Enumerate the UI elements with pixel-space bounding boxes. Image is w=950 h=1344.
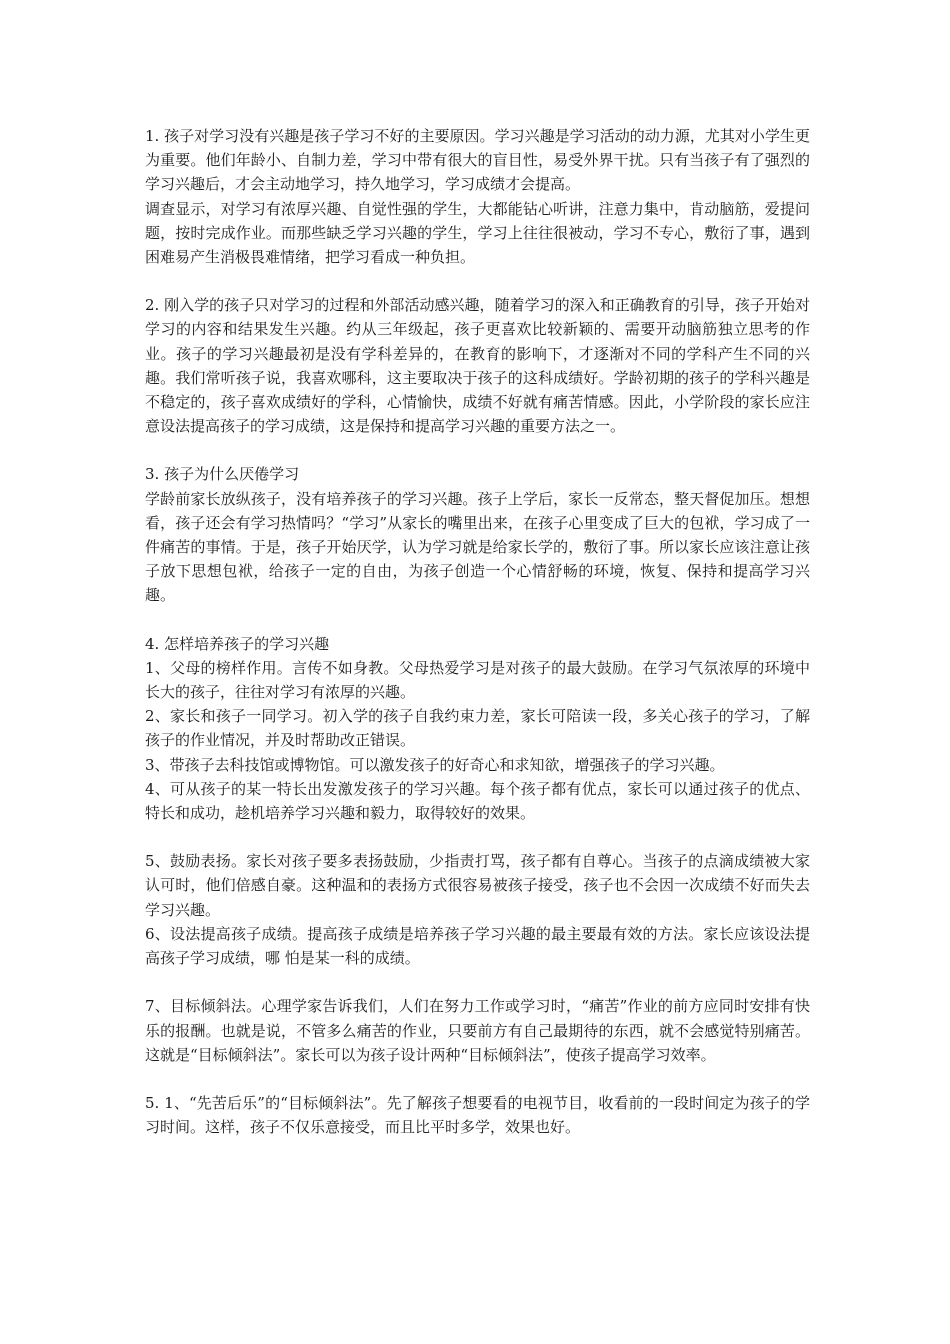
section-heading: 3. 孩子为什么厌倦学习 xyxy=(145,465,300,484)
section-2 xyxy=(145,293,810,438)
paragraph: 5. 1、“先苦后乐”的“目标倾斜法”。先了解孩子想要看的电视节目，收看前的一段时间定为孩子的学习时间。这样，孩子不仅乐意接受，而且比平时多学，效果也好。 xyxy=(145,1093,810,1137)
section-7 xyxy=(145,1091,810,1139)
list-item: 5、鼓励表扬。家长对孩子要多表扬鼓励，少指责打骂，孩子都有自尊心。当孩子的点滴成绩被大家认可时，他们倍感自豪。这种温和的表扬方式很容易被孩子接受，孩子也不会因一次成绩不好而失去学习兴趣。 xyxy=(145,852,810,919)
paragraph: 2. 刚入学的孩子只对学习的过程和外部活动感兴趣，随着学习的深入和正确教育的引导，孩子开始对学习的内容和结果发生兴趣。约从三年级起，孩子更喜欢比较新颖的、需要开动脑筋独立思考的作业。孩子的学习兴趣最初是没有学科差异的，在教育的影响下，才逐渐对不同的学科产生不同的兴趣。我们常听孩子说，我喜欢哪科，这主要取决于孩子的这科成绩好。学龄初期的孩子的学科兴趣是不稳定的，孩子喜欢成绩好的学科，心情愉快，成绩不好就有痛苦情感。因此，小学阶段的家长应注意设法提高孩子的学习成绩，这是保持和提高学习兴趣的重要方法之一。 xyxy=(145,296,810,436)
section-6 xyxy=(145,994,810,1067)
document-body xyxy=(145,124,810,1163)
list-item: 6、设法提高孩子成绩。提高孩子成绩是培养孩子学习兴趣的最主要最有效的方法。家长应该设法提高孩子学习成绩，哪 怕是某一科的成绩。 xyxy=(145,924,810,968)
list-item: 3、带孩子去科技馆或博物馆。可以激发孩子的好奇心和求知欲，增强孩子的学习兴趣。 xyxy=(145,755,725,774)
section-heading: 4. 怎样培养孩子的学习兴趣 xyxy=(145,634,330,653)
section-3 xyxy=(145,462,810,607)
list-item: 7、目标倾斜法。心理学家告诉我们，人们在努力工作或学习时，“痛苦”作业的前方应同时安排有快乐的报酬。也就是说，不管多么痛苦的作业，只要前方有自己最期待的东西，就不会感觉特别痛苦。这就是“目标倾斜法”。家长可以为孩子设计两种“目标倾斜法”，使孩子提高学习效率。 xyxy=(145,997,810,1064)
section-5 xyxy=(145,849,810,970)
section-1 xyxy=(145,124,810,269)
list-item: 2、家长和孩子一同学习。初入学的孩子自我约束力差，家长可陪读一段，多关心孩子的学习，了解孩子的作业情况，并及时帮助改正错误。 xyxy=(145,707,810,750)
list-item: 1、父母的榜样作用。言传不如身教。父母热爱学习是对孩子的最大鼓励。在学习气氛浓厚的环境中长大的孩子，往往对学习有浓厚的兴趣。 xyxy=(145,658,810,702)
paragraph: 1. 孩子对学习没有兴趣是孩子学习不好的主要原因。学习兴趣是学习活动的动力源，尤其对小学生更为重要。他们年龄小、自制力差，学习中带有很大的盲目性，易受外界干扰。只有当孩子有了强烈的学习兴趣后，才会主动地学习，持久地学习，学习成绩才会提高。 xyxy=(145,127,810,194)
section-4 xyxy=(145,632,810,826)
paragraph: 学龄前家长放纵孩子，没有培养孩子的学习兴趣。孩子上学后，家长一反常态，整天督促加压。想想看，孩子还会有学习热情吗？“学习”从家长的嘴里出来，在孩子心里变成了巨大的包袱，学习成了一件痛苦的事情。于是，孩子开始厌学，认为学习就是给家长学的，敷衍了事。所以家长应该注意让孩子放下思想包袱，给孩子一定的自由，为孩子创造一个心情舒畅的环境，恢复、保持和提高学习兴趣。 xyxy=(145,489,810,605)
list-item: 4、可从孩子的某一特长出发激发孩子的学习兴趣。每个孩子都有优点，家长可以通过孩子的优点、特长和成功，趁机培养学习兴趣和毅力，取得较好的效果。 xyxy=(145,779,810,823)
paragraph: 调查显示，对学习有浓厚兴趣、自觉性强的学生，大都能钻心听讲，注意力集中，肯动脑筋，爱提问题，按时完成作业。而那些缺乏学习兴趣的学生，学习上往往很被动，学习不专心，敷衍了事，遇到困难易产生消极畏难情绪，把学习看成一种负担。 xyxy=(145,199,810,267)
